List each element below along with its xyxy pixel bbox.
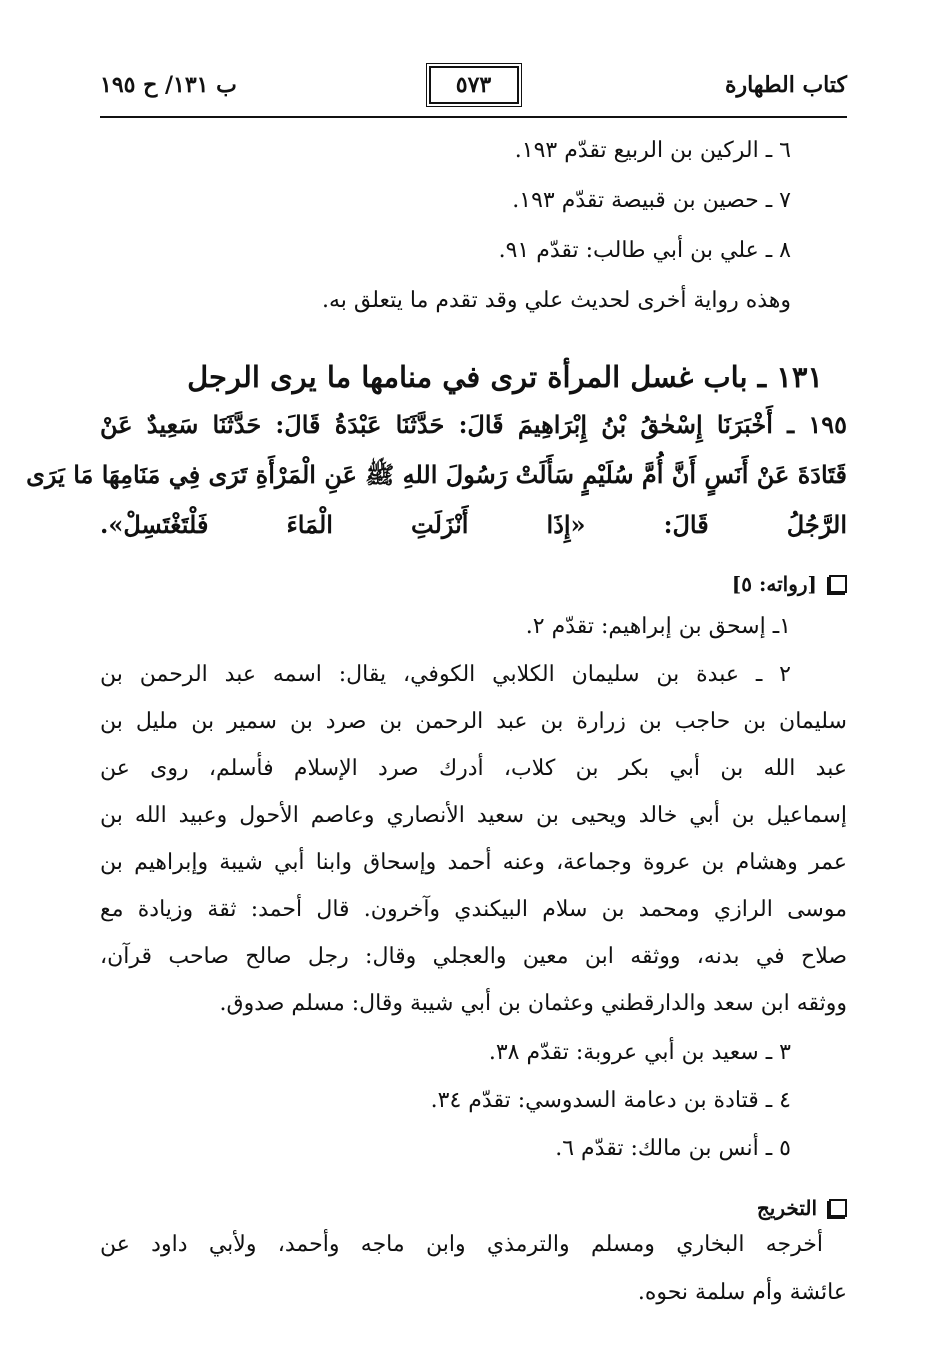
hadith-line: قَتَادَةَ عَنْ أَنَسٍ أَنَّ أُمَّ سُلَيْمٍ سَأَلَتْ رَسُولَ اللهِ ﷺ عَنِ الْمَرْأَةِ تَرَى فِي مَنَامِهَا مَا يَرَى xyxy=(26,460,847,489)
running-header xyxy=(100,66,847,110)
takhrij-heading-text: التخريج xyxy=(756,1196,817,1220)
narrator-line: ٤ ـ قتادة بن دعامة السدوسي: تقدّم ٣٤. xyxy=(430,1088,791,1113)
narrators-heading xyxy=(732,572,847,596)
narrator-bio-line: صلاح في بدنه، ووثقه ابن معين والعجلي وقال: رجل صالح صاحب قرآن، xyxy=(100,944,847,969)
takhrij-line: عائشة وأم سلمة نحوه. xyxy=(637,1280,847,1305)
square-bullet-icon xyxy=(829,1199,847,1217)
narrator-bio-line: عبد الله بن أبي بكر بن كلاب، أدرك صرد الإسلام فأسلم، روى عن xyxy=(100,756,847,781)
narrator-line: ٥ ـ أنس بن مالك: تقدّم ٦. xyxy=(555,1136,791,1161)
takhrij-heading xyxy=(757,1196,847,1220)
narrator-bio-line: ٢ ـ عبدة بن سليمان الكلابي الكوفي، يقال: اسمه عبد الرحمن بن xyxy=(100,662,791,687)
narrator-line: ٨ ـ علي بن أبي طالب: تقدّم ٩١. xyxy=(498,238,791,263)
chapter-reference: ب ١٣١/ ح ١٩٥ xyxy=(100,72,237,98)
takhrij-line: أخرجه البخاري ومسلم والترمذي وابن ماجه وأحمد، ولأبي داود عن xyxy=(100,1232,823,1257)
hadith-line: ١٩٥ ـ أَخْبَرَنَا إِسْحٰقُ بْنُ إِبْرَاهِيمَ قَالَ: حَدَّثَنَا عَبْدَةُ قَالَ: حَدَّثَنَا سَعِيدٌ عَنْ xyxy=(100,410,847,439)
page-number: ٥٧٣ xyxy=(429,66,519,104)
chapter-title: ١٣١ ـ باب غسل المرأة ترى في منامها ما يرى الرجل xyxy=(187,360,823,394)
narrator-line: ١ـ إسحق بن إبراهيم: تقدّم ٢. xyxy=(525,614,791,639)
book-title: كتاب الطهارة xyxy=(724,72,847,98)
square-bullet-icon xyxy=(829,575,847,593)
narrator-bio-line: ووثقه ابن سعد والدارقطني وعثمان بن أبي شيبة وقال: مسلم صدوق. xyxy=(219,991,847,1016)
hadith-line: الرَّجُلُ قَالَ: «إِذَا أَنْزَلَتِ الْمَاءَ فَلْتَغْتَسِلْ». xyxy=(100,510,847,539)
narrator-bio-line: موسى الرازي ومحمد بن سلام البيكندي وآخرون. قال أحمد: ثقة وزيادة مع xyxy=(100,897,847,922)
narrator-bio-line: إسماعيل بن أبي خالد ويحيى بن سعيد الأنصاري وعاصم الأحول وعبيد الله بن xyxy=(100,803,847,828)
narrator-line: ٣ ـ سعيد بن أبي عروبة: تقدّم ٣٨. xyxy=(488,1040,791,1065)
narrator-bio-line: عمر وهشام بن عروة وجماعة، وعنه أحمد وإسحاق وابنا أبي شيبة وإبراهيم بن xyxy=(100,850,847,875)
note-line: وهذه رواية أخرى لحديث علي وقد تقدم ما يتعلق به. xyxy=(321,288,791,313)
narrator-line: ٦ ـ الركين بن الربيع تقدّم ١٩٣. xyxy=(514,138,791,163)
narrators-heading-text: [رواته: ٥] xyxy=(731,572,817,596)
header-divider xyxy=(100,116,847,118)
narrator-bio-line: سليمان بن حاجب بن زرارة بن عبد الرحمن بن صرد بن سمير بن مليل بن xyxy=(100,709,847,734)
narrator-line: ٧ ـ حصين بن قبيصة تقدّم ١٩٣. xyxy=(512,188,791,213)
